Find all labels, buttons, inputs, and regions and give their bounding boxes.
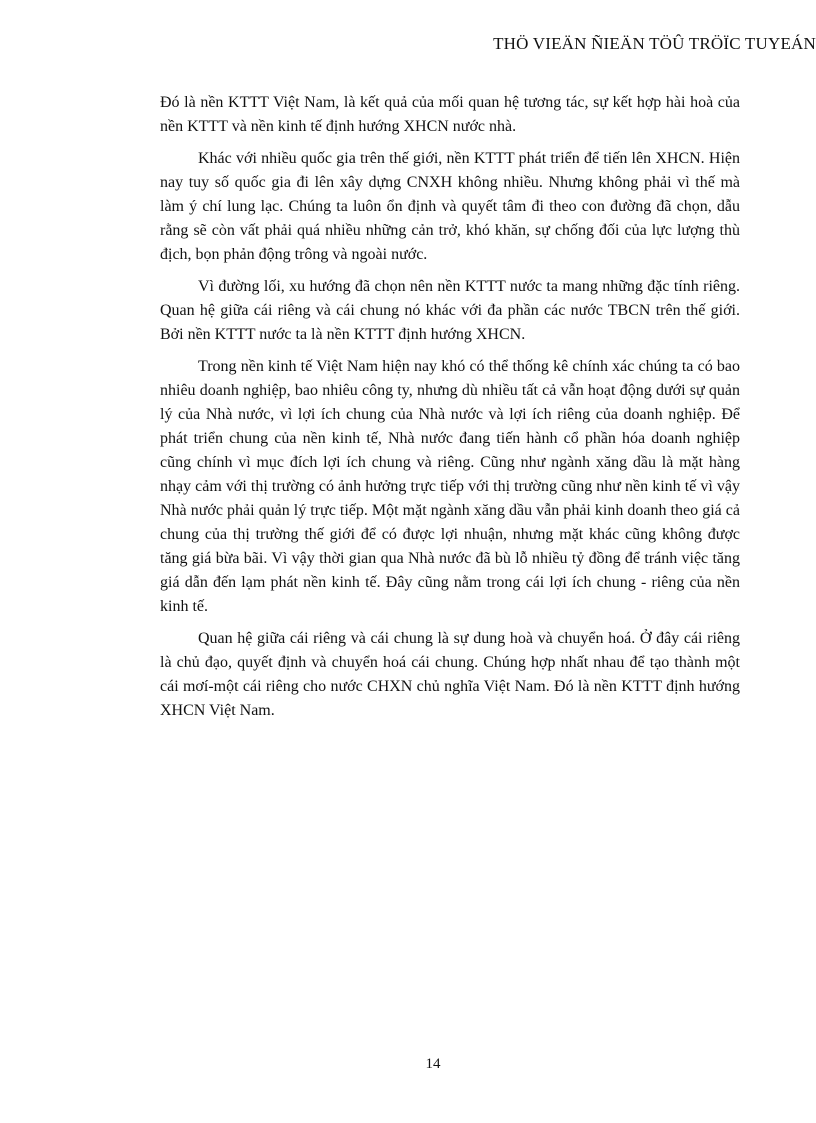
page-number: 14	[425, 1056, 441, 1072]
page-header: THÖ VIEÄN ÑIEÄN TÖÛ TRÖÏC TUYEÁN	[493, 34, 816, 53]
document-body	[160, 91, 740, 731]
paragraph-2: Khác với nhiều quốc gia trên thế giới, nền KTTT phát triển để tiến lên XHCN. Hiện nay tuy số quốc gia đi lên xây dựng CNXH không nhiều. Nhưng không phải vì thế mà làm ý chí lung lạc. Chúng ta luôn ổn định và quyết tâm đi theo con đường đã chọn, dẫu rằng sẽ còn vất phải quá nhiều những cản trở, khó khăn, sự chống đối của lực lượng thù địch, bọn phản động trông và ngoài nước.	[160, 150, 740, 263]
paragraph-4: Trong nền kinh tế Việt Nam hiện nay khó có thể thống kê chính xác chúng ta có bao nhiêu doanh nghiệp, bao nhiêu công ty, nhưng dù nhiều tất cả vẫn hoạt động dưới sự quản lý của Nhà nước, vì lợi ích chung của Nhà nước và lợi ích riêng của doanh nghiệp. Để phát triển chung của nền kinh tế, Nhà nước đang tiến hành cổ phần hóa doanh nghiệp cũng chính vì mục đích lợi ích chung và riêng. Cũng như ngành xăng dầu là mặt hàng nhạy cảm với thị trường có ảnh hưởng trực tiếp với thị trường cũng như nền kinh tế vì vậy Nhà nước phải quản lý trực tiếp. Một mặt ngành xăng dầu vẫn phải kinh doanh theo giá cả chung của thị trường thế giới để có được lợi nhuận, nhưng mặt khác cũng không được tăng giá bừa bãi. Vì vậy thời gian qua Nhà nước đã bù lỗ nhiều tỷ đồng để tránh việc tăng giá dẫn đến lạm phát nền kinh tế. Đây cũng nằm trong cái lợi ích chung - riêng của nền kinh tế.	[160, 358, 740, 615]
paragraph-1: Đó là nền KTTT Việt Nam, là kết quả của mối quan hệ tương tác, sự kết hợp hài hoà của nền KTTT và nền kinh tế định hướng XHCN nước nhà.	[160, 94, 740, 135]
paragraph-5: Quan hệ giữa cái riêng và cái chung là sự dung hoà và chuyển hoá. Ở đây cái riêng là chủ đạo, quyết định và chuyển hoá cái chung. Chúng hợp nhất nhau để tạo thành một cái mơí-một cái riêng cho nước CHXN chủ nghĩa Việt Nam. Đó là nền KTTT định hướng XHCN Việt Nam.	[160, 630, 740, 719]
paragraph-3: Vì đường lối, xu hướng đã chọn nên nền KTTT nước ta mang những đặc tính riêng. Quan hệ giữa cái riêng và cái chung nó khác với đa phần các nước TBCN trên thế giới. Bởi nền KTTT nước ta là nền KTTT định hướng XHCN.	[160, 278, 740, 343]
